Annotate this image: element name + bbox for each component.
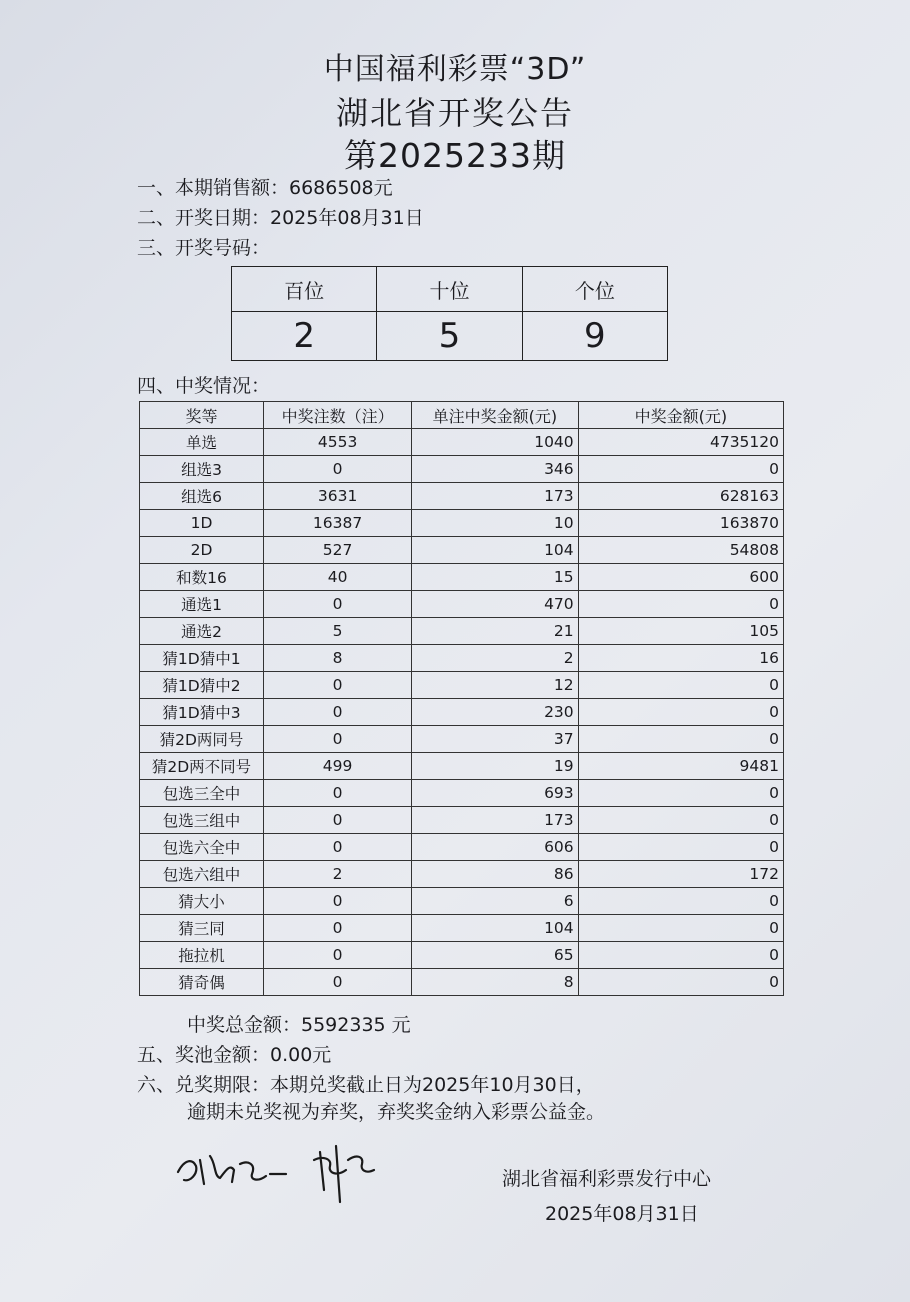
winner-count: 40 — [264, 564, 412, 591]
unit-prize: 15 — [412, 564, 579, 591]
table-row — [140, 510, 784, 537]
unit-prize: 86 — [412, 861, 579, 888]
prizes-table — [139, 401, 784, 996]
table-row — [140, 915, 784, 942]
table-row — [140, 861, 784, 888]
unit-prize: 21 — [412, 618, 579, 645]
prize-level: 组选3 — [140, 456, 264, 483]
winner-count: 0 — [264, 942, 412, 969]
unit-prize: 470 — [412, 591, 579, 618]
prize-level: 猜奇偶 — [140, 969, 264, 996]
winner-count: 0 — [264, 726, 412, 753]
unit-prize: 346 — [412, 456, 579, 483]
prize-amount: 4735120 — [578, 429, 783, 456]
col-header-level: 奖等 — [140, 402, 264, 429]
prize-amount: 0 — [578, 834, 783, 861]
winner-count: 527 — [264, 537, 412, 564]
prize-level: 通选1 — [140, 591, 264, 618]
prize-level: 包选三组中 — [140, 807, 264, 834]
issue-number: 第2025233期 — [344, 136, 566, 175]
table-row — [140, 591, 784, 618]
prize-amount: 0 — [578, 780, 783, 807]
table-row — [140, 456, 784, 483]
prize-amount: 0 — [578, 942, 783, 969]
unit-prize: 6 — [412, 888, 579, 915]
winner-count: 499 — [264, 753, 412, 780]
winner-count: 0 — [264, 834, 412, 861]
winner-count: 2 — [264, 861, 412, 888]
sales-amount: 一、本期销售额：6686508元 — [137, 177, 393, 199]
deadline-line-2: 逾期未兑奖视为弃奖，弃奖奖金纳入彩票公益金。 — [187, 1101, 606, 1123]
col-header-amount: 中奖金额(元) — [578, 402, 783, 429]
prize-level: 猜三同 — [140, 915, 264, 942]
table-row — [140, 888, 784, 915]
prize-level: 2D — [140, 537, 264, 564]
unit-prize: 104 — [412, 915, 579, 942]
winner-count: 8 — [264, 645, 412, 672]
unit-prize: 230 — [412, 699, 579, 726]
table-row — [140, 618, 784, 645]
table-row — [140, 672, 784, 699]
winner-count: 0 — [264, 780, 412, 807]
unit-prize: 10 — [412, 510, 579, 537]
unit-prize: 8 — [412, 969, 579, 996]
ones-header: 个位 — [522, 267, 667, 312]
prizes-header-row — [140, 402, 784, 429]
table-row — [140, 645, 784, 672]
winner-count: 0 — [264, 888, 412, 915]
unit-prize: 37 — [412, 726, 579, 753]
prize-level: 猜1D猜中1 — [140, 645, 264, 672]
prize-amount: 628163 — [578, 483, 783, 510]
table-row — [140, 429, 784, 456]
table-row — [140, 483, 784, 510]
unit-prize: 2 — [412, 645, 579, 672]
prize-level: 猜2D两不同号 — [140, 753, 264, 780]
prize-level: 组选6 — [140, 483, 264, 510]
winner-count: 0 — [264, 456, 412, 483]
prize-amount: 0 — [578, 672, 783, 699]
col-header-count: 中奖注数（注） — [264, 402, 412, 429]
prize-amount: 0 — [578, 915, 783, 942]
unit-prize: 1040 — [412, 429, 579, 456]
tens-digit: 5 — [377, 312, 522, 361]
table-row — [140, 564, 784, 591]
winner-count: 4553 — [264, 429, 412, 456]
winner-count: 0 — [264, 672, 412, 699]
prize-level: 和数16 — [140, 564, 264, 591]
issue-date: 2025年08月31日 — [545, 1203, 699, 1225]
prize-amount: 163870 — [578, 510, 783, 537]
prize-level: 包选六全中 — [140, 834, 264, 861]
prize-amount: 16 — [578, 645, 783, 672]
prize-level: 单选 — [140, 429, 264, 456]
winner-count: 16387 — [264, 510, 412, 537]
draw-date: 二、开奖日期：2025年08月31日 — [137, 207, 424, 229]
prize-level: 猜1D猜中2 — [140, 672, 264, 699]
prize-amount: 600 — [578, 564, 783, 591]
title-line-2: 湖北省开奖公告 — [335, 94, 574, 132]
winner-count: 0 — [264, 807, 412, 834]
hundreds-header: 百位 — [232, 267, 377, 312]
winner-count: 0 — [264, 915, 412, 942]
prize-level: 包选三全中 — [140, 780, 264, 807]
winner-count: 0 — [264, 699, 412, 726]
winner-count: 0 — [264, 591, 412, 618]
table-row — [140, 726, 784, 753]
pool-amount: 五、奖池金额：0.00元 — [137, 1044, 332, 1066]
unit-prize: 104 — [412, 537, 579, 564]
prize-amount: 9481 — [578, 753, 783, 780]
prize-amount: 0 — [578, 456, 783, 483]
title-line-1: 中国福利彩票“3D” — [323, 52, 587, 87]
prize-level: 包选六组中 — [140, 861, 264, 888]
prize-amount: 0 — [578, 807, 783, 834]
prize-amount: 0 — [578, 969, 783, 996]
prize-level: 1D — [140, 510, 264, 537]
unit-prize: 19 — [412, 753, 579, 780]
prize-amount: 0 — [578, 591, 783, 618]
winner-count: 5 — [264, 618, 412, 645]
unit-prize: 12 — [412, 672, 579, 699]
unit-prize: 693 — [412, 780, 579, 807]
prize-level: 猜1D猜中3 — [140, 699, 264, 726]
prize-level: 拖拉机 — [140, 942, 264, 969]
unit-prize: 65 — [412, 942, 579, 969]
prize-amount: 0 — [578, 726, 783, 753]
signatures — [170, 1130, 390, 1210]
prize-level: 猜大小 — [140, 888, 264, 915]
winner-count: 0 — [264, 969, 412, 996]
tens-header: 十位 — [377, 267, 522, 312]
issuer-name: 湖北省福利彩票发行中心 — [502, 1168, 712, 1190]
prize-amount: 172 — [578, 861, 783, 888]
col-header-unit: 单注中奖金额(元) — [412, 402, 579, 429]
total-prize: 中奖总金额：5592335 元 — [187, 1014, 411, 1036]
deadline-line-1: 六、兑奖期限：本期兑奖截止日为2025年10月30日， — [137, 1074, 595, 1096]
prize-level: 通选2 — [140, 618, 264, 645]
unit-prize: 606 — [412, 834, 579, 861]
prize-amount: 105 — [578, 618, 783, 645]
numbers-label: 三、开奖号码： — [137, 237, 271, 259]
winner-count: 3631 — [264, 483, 412, 510]
table-row — [140, 942, 784, 969]
table-row — [140, 834, 784, 861]
winning-numbers-table — [231, 266, 668, 361]
ones-digit: 9 — [522, 312, 667, 361]
unit-prize: 173 — [412, 807, 579, 834]
prize-amount: 0 — [578, 888, 783, 915]
table-row — [140, 699, 784, 726]
hundreds-digit: 2 — [232, 312, 377, 361]
table-row — [140, 807, 784, 834]
prizes-label: 四、中奖情况： — [137, 375, 271, 397]
table-row — [140, 753, 784, 780]
prize-amount: 54808 — [578, 537, 783, 564]
table-row — [140, 780, 784, 807]
unit-prize: 173 — [412, 483, 579, 510]
prize-level: 猜2D两同号 — [140, 726, 264, 753]
prize-amount: 0 — [578, 699, 783, 726]
table-row — [140, 969, 784, 996]
table-row — [140, 537, 784, 564]
